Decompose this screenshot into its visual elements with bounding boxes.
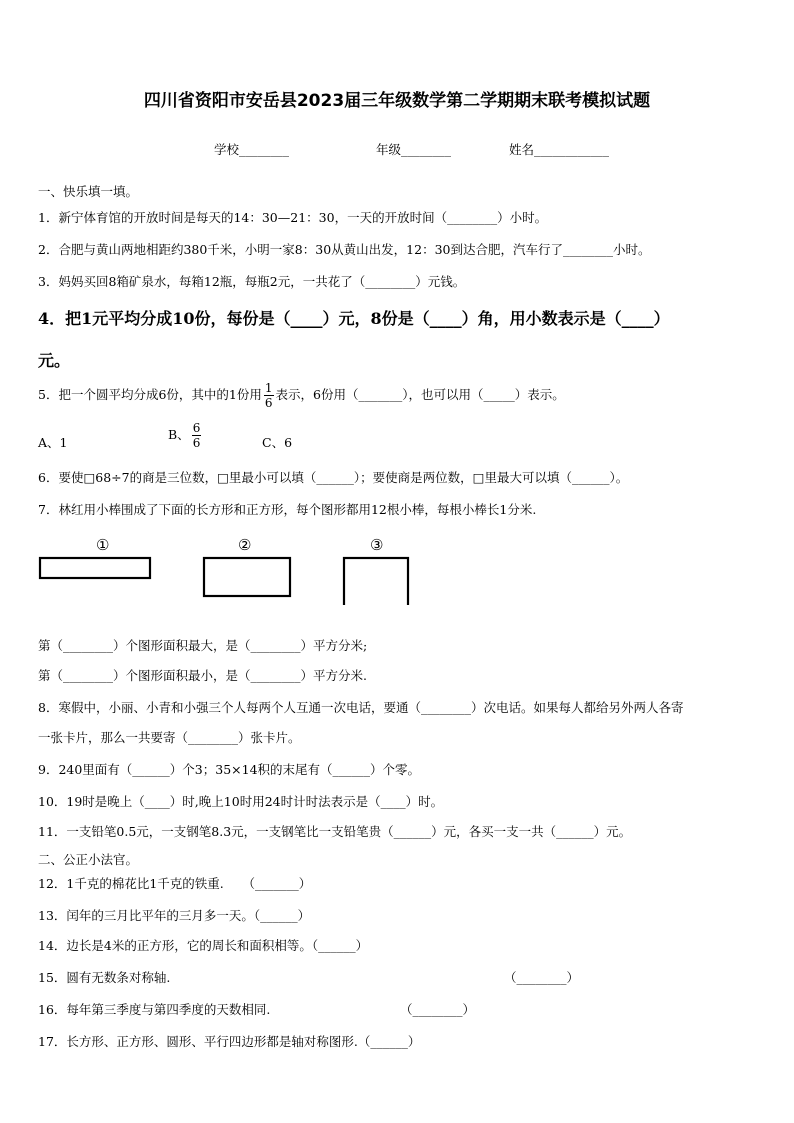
question-13: 13．闰年的三月比平年的三月多一天。（______） [38, 908, 311, 923]
name-field: 姓名____________ [509, 142, 610, 157]
grade-field: 年级________ [376, 142, 452, 157]
question-10: 10．19时是晚上（____）时,晚上10时用24时计时法表示是（____）时。 [38, 794, 444, 809]
question-16-blank: （________） [400, 1002, 476, 1017]
question-15-blank: （________） [504, 970, 580, 985]
question-8: 8．寒假中，小丽、小青和小强三个人每两个人互通一次电话，要通（________）次电话。如果每人都给另外两人各寄 [38, 700, 684, 715]
question-3: 3．妈妈买回8箱矿泉水，每箱12瓶，每瓶2元，一共花了（________）元钱。 [38, 274, 466, 289]
figure-3-label: ③ [370, 536, 384, 554]
figure-1-label: ① [96, 536, 110, 554]
question-4: 4．把1元平均分成10份，每份是（____）元，8份是（____）角，用小数表示是（____） [38, 309, 670, 328]
question-7-part-a: 第（________）个图形面积最大，是（________）平方分米; [38, 638, 368, 653]
question-7: 7．林红用小棒围成了下面的长方形和正方形，每个图形都用12根小棒，每根小棒长1分米. [38, 502, 537, 517]
fraction-denominator: 6 [264, 396, 273, 410]
figure-2-label: ② [238, 536, 252, 554]
question-4-continued: 元。 [38, 351, 71, 370]
question-14: 14．边长是4米的正方形，它的周长和面积相等。（______） [38, 938, 369, 953]
option-c: C、6 [262, 435, 293, 450]
figure-3-square [344, 558, 408, 605]
figure-2-rectangle [204, 558, 290, 596]
question-9: 9．240里面有（______）个3；35×14积的末尾有（______）个零。 [38, 762, 421, 777]
page-title: 四川省资阳市安岳县2023届三年级数学第二学期期末联考模拟试题 [143, 91, 651, 111]
question-2: 2．合肥与黄山两地相距约380千米，小明一家8：30从黄山出发，12：30到达合肥，汽车行了________小时。 [38, 242, 651, 257]
question-5-text-post: 表示，6份用（_______），也可以用（_____）表示。 [275, 387, 565, 402]
option-b [168, 422, 203, 449]
question-8-continued: 一张卡片，那么一共要寄（________）张卡片。 [38, 730, 301, 745]
option-b-label: B、 [168, 427, 190, 442]
question-17: 17．长方形、正方形、圆形、平行四边形都是轴对称图形.（______） [38, 1034, 421, 1049]
question-5 [38, 382, 565, 409]
question-1: 1．新宁体育馆的开放时间是每天的14：30—21：30，一天的开放时间（________）小时。 [38, 210, 548, 225]
figure-1-rectangle [40, 558, 150, 578]
section-heading-2: 二、公正小法官。 [38, 852, 139, 867]
fraction-numerator: 1 [264, 381, 273, 395]
question-15: 15．圆有无数条对称轴. [38, 970, 171, 985]
question-7-part-b: 第（________）个图形面积最小，是（________）平方分米. [38, 668, 367, 683]
question-11: 11．一支铅笔0.5元，一支钢笔8.3元，一支钢笔比一支铅笔贵（______）元，各买一支一共（______）元。 [38, 824, 632, 839]
fraction-denominator: 6 [192, 436, 201, 450]
option-a: A、1 [38, 435, 68, 450]
question-5-text-pre: 5．把一个圆平均分成6份，其中的1份用 [38, 387, 262, 402]
question-6: 6．要使□68÷7的商是三位数，□里最小可以填（______）；要使商是两位数，□里最大可以填（______）。 [38, 470, 629, 485]
question-12: 12．1千克的棉花比1千克的铁重. （_______） [38, 876, 312, 891]
question-16: 16．每年第三季度与第四季度的天数相同. [38, 1002, 271, 1017]
fraction-numerator: 6 [192, 421, 201, 435]
fraction-six-sixths [192, 422, 202, 449]
school-field: 学校________ [214, 142, 290, 157]
section-heading-1: 一、快乐填一填。 [38, 184, 139, 199]
figures-diagram [0, 530, 794, 605]
fraction-one-sixth [264, 382, 274, 409]
